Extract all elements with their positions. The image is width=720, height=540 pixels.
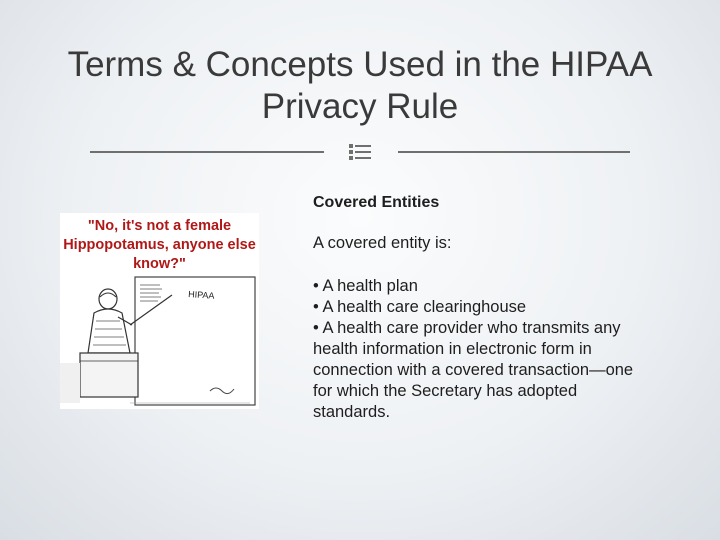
bullet-item: • A health care clearinghouse	[313, 298, 527, 316]
bullet-item: • A health care provider who transmits any health information in electronic form in connection with a covered transaction—one for which the Secretary has adopted standards.	[313, 319, 634, 421]
divider-line-left	[90, 151, 324, 153]
content-panel	[313, 192, 653, 423]
divider-line-right	[398, 151, 630, 153]
hipaa-cartoon-image	[60, 213, 259, 409]
bullet-list-icon	[349, 140, 371, 164]
title-divider	[90, 140, 630, 164]
section-heading: Covered Entities	[313, 194, 440, 211]
bullet-list	[313, 276, 653, 423]
chart-sign: HIPAA	[187, 289, 215, 301]
slide-title: Terms & Concepts Used in the HIPAA Privacy Rule	[67, 45, 653, 126]
cartoon-caption: "No, it's not a female Hippopotamus, anyone else know?"	[63, 218, 256, 272]
bullet-item: • A health plan	[313, 277, 418, 295]
intro-text: A covered entity is:	[313, 234, 452, 252]
